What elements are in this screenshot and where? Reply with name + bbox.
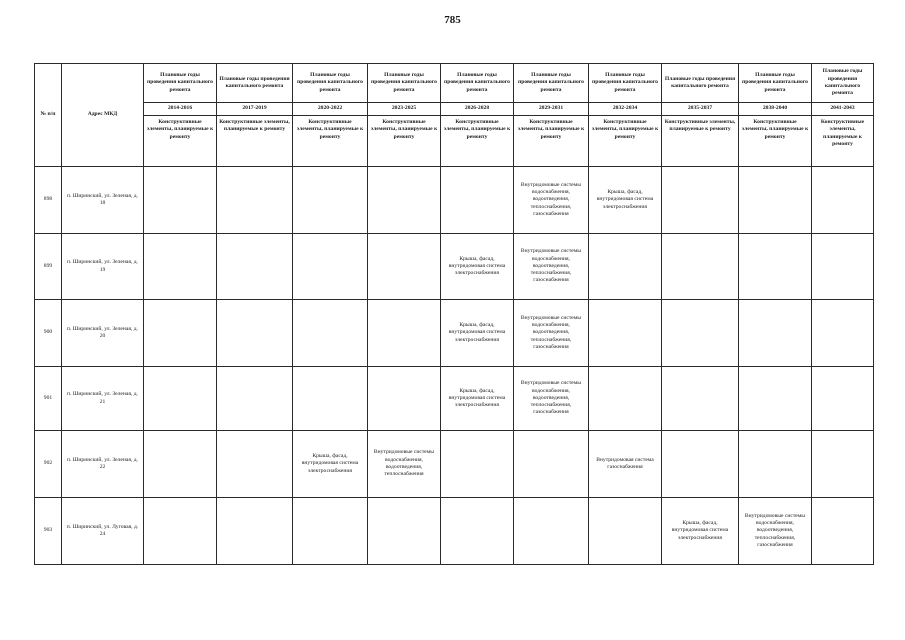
header-plan-label: Плановые годы проведения капитального ремонта: [589, 64, 662, 103]
repair-cell: [293, 300, 368, 367]
repair-cell: Крыша, фасад, внутридомовая система электроснабжения: [441, 367, 514, 431]
header-elements: Конструктивные элементы, планируемые к ремонту: [514, 116, 589, 167]
header-years: 2020-2022: [293, 103, 368, 116]
repair-cell: [144, 234, 217, 300]
header-plan-label: Плановые годы проведения капитального ремонта: [144, 64, 217, 103]
row-address: п. Ширинский, ул. Зеленая, д. 19: [62, 234, 144, 300]
header-elements: Конструктивные элементы, планируемые к ремонту: [144, 116, 217, 167]
table-body: [35, 167, 874, 565]
repair-cell: [514, 431, 589, 498]
row-number: 902: [35, 431, 62, 498]
repair-cell: [217, 431, 293, 498]
repair-cell: [739, 367, 812, 431]
header-plan-label: Плановые годы проведения капитального ремонта: [441, 64, 514, 103]
repair-cell: [812, 367, 874, 431]
row-number: 898: [35, 167, 62, 234]
repair-cell: [293, 167, 368, 234]
repair-cell: [293, 367, 368, 431]
repair-cell: [589, 498, 662, 565]
repair-cell: Крыша, фасад, внутридомовая система электроснабжения: [441, 300, 514, 367]
header-plan-label: Плановые годы проведения капитального ремонта: [812, 64, 874, 103]
header-plan-label: Плановые годы проведения капитального ремонта: [368, 64, 441, 103]
header-years: 2035-2037: [662, 103, 739, 116]
repair-cell: [144, 300, 217, 367]
repair-cell: [368, 300, 441, 367]
repair-cell: [812, 300, 874, 367]
row-number: 900: [35, 300, 62, 367]
header-elements: Конструктивные элементы, планируемые к ремонту: [812, 116, 874, 167]
repair-cell: [217, 300, 293, 367]
repair-cell: [589, 234, 662, 300]
table-header: [35, 64, 874, 167]
repair-cell: [368, 234, 441, 300]
repair-cell: Внутридомовые системы водоснабжения, водоотведения, теплоснабжения, газоснабжения: [514, 300, 589, 367]
header-plan-label: Плановые годы проведения капитального ремонта: [217, 64, 293, 103]
repair-cell: [441, 431, 514, 498]
repair-cell: Внутридомовые системы водоснабжения, водоотведения, теплоснабжения, газоснабжения: [739, 498, 812, 565]
repair-cell: [144, 367, 217, 431]
repair-cell: [144, 498, 217, 565]
repair-cell: [739, 167, 812, 234]
row-address: п. Ширинский, ул. Зеленая, д. 18: [62, 167, 144, 234]
row-address: п. Ширинский, ул. Зеленая, д. 22: [62, 431, 144, 498]
header-elements: Конструктивные элементы, планируемые к ремонту: [739, 116, 812, 167]
header-plan-label: Плановые годы проведения капитального ремонта: [293, 64, 368, 103]
repair-cell: [368, 367, 441, 431]
header-years: 2014-2016: [144, 103, 217, 116]
repair-cell: Крыша, фасад, внутридомовая система электроснабжения: [662, 498, 739, 565]
repair-cell: Крыша, фасад, внутридомовая система электроснабжения: [293, 431, 368, 498]
header-years: 2026-2028: [441, 103, 514, 116]
table-row: [35, 367, 874, 431]
header-elements: Конструктивные элементы, планируемые к ремонту: [368, 116, 441, 167]
header-elements: Конструктивные элементы, планируемые к ремонту: [589, 116, 662, 167]
repair-cell: [662, 367, 739, 431]
row-number: 903: [35, 498, 62, 565]
repair-cell: [662, 167, 739, 234]
repair-cell: [662, 431, 739, 498]
table-row: [35, 498, 874, 565]
header-years: 2032-2034: [589, 103, 662, 116]
repair-cell: [217, 167, 293, 234]
repair-cell: [739, 431, 812, 498]
repair-cell: Внутридомовые системы водоснабжения, водоотведения, теплоснабжения, газоснабжения: [514, 367, 589, 431]
repair-cell: [217, 234, 293, 300]
row-number: 901: [35, 367, 62, 431]
header-elements: Конструктивные элементы, планируемые к ремонту: [217, 116, 293, 167]
header-years: 2023-2025: [368, 103, 441, 116]
row-address: п. Ширинский, ул. Зеленая, д. 20: [62, 300, 144, 367]
repair-cell: [662, 234, 739, 300]
header-address: Адрес МКД: [62, 64, 144, 167]
header-plan-label: Плановые годы проведения капитального ремонта: [739, 64, 812, 103]
repair-cell: [589, 300, 662, 367]
repair-cell: [293, 498, 368, 565]
header-plan-label: Плановые годы проведения капитального ремонта: [514, 64, 589, 103]
repair-cell: [739, 300, 812, 367]
row-address: п. Ширинский, ул. Зеленая, д. 21: [62, 367, 144, 431]
repair-cell: Внутридомовые системы водоснабжения, водоотведения, теплоснабжения, газоснабжения: [514, 234, 589, 300]
row-address: п. Ширинский, ул. Луговая, д. 24: [62, 498, 144, 565]
header-num: № п/п: [35, 64, 62, 167]
repair-cell: Крыша, фасад, внутридомовая система электроснабжения: [589, 167, 662, 234]
repair-cell: [812, 234, 874, 300]
repair-cell: [812, 431, 874, 498]
repair-cell: [217, 498, 293, 565]
repair-cell: Внутридомовые системы водоснабжения, водоотведения, теплоснабжения, газоснабжения: [514, 167, 589, 234]
header-elements: Конструктивные элементы, планируемые к ремонту: [293, 116, 368, 167]
table-row: [35, 300, 874, 367]
repair-cell: [589, 367, 662, 431]
header-years: 2017-2019: [217, 103, 293, 116]
header-years: 2038-2040: [739, 103, 812, 116]
repair-cell: [812, 167, 874, 234]
header-years: 2041-2043: [812, 103, 874, 116]
row-number: 899: [35, 234, 62, 300]
repair-cell: [662, 300, 739, 367]
repair-cell: [514, 498, 589, 565]
repair-cell: Внутридомовая система газоснабжения: [589, 431, 662, 498]
repair-cell: Крыша, фасад, внутридомовая система электроснабжения: [441, 234, 514, 300]
repair-cell: [144, 167, 217, 234]
capital-repair-plan-table: [34, 63, 874, 565]
repair-cell: [293, 234, 368, 300]
header-years: 2029-2031: [514, 103, 589, 116]
repair-cell: [441, 498, 514, 565]
table-row: [35, 234, 874, 300]
page-number: 785: [444, 14, 461, 26]
repair-cell: [144, 431, 217, 498]
header-plan-label: Плановые годы проведения капитального ремонта: [662, 64, 739, 103]
header-elements: Конструктивные элементы, планируемые к ремонту: [662, 116, 739, 167]
header-elements: Конструктивные элементы, планируемые к ремонту: [441, 116, 514, 167]
repair-cell: [368, 167, 441, 234]
repair-cell: [739, 234, 812, 300]
repair-cell: [217, 367, 293, 431]
repair-cell: [368, 498, 441, 565]
table-row: [35, 431, 874, 498]
table-row: [35, 167, 874, 234]
repair-cell: [441, 167, 514, 234]
repair-cell: [812, 498, 874, 565]
repair-cell: Внутридомовые системы водоснабжения, водоотведения, теплоснабжения: [368, 431, 441, 498]
